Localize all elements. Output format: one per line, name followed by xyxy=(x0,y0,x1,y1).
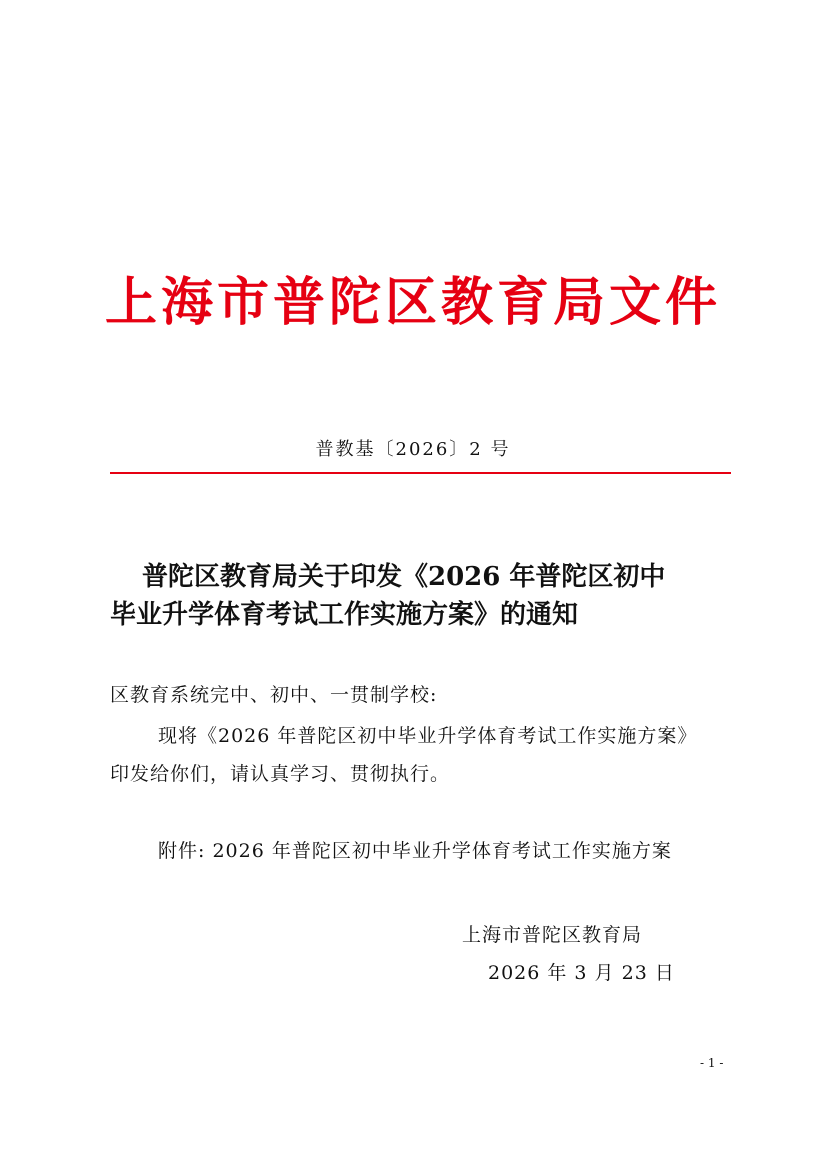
issue-date: 2026 年 3 月 23 日 xyxy=(488,962,675,984)
body-paragraph-line-2: 印发给你们，请认真学习、贯彻执行。 xyxy=(110,763,451,785)
addressee: 区教育系统完中、初中、一贯制学校: xyxy=(110,684,438,706)
issuer-signature: 上海市普陀区教育局 xyxy=(462,924,643,946)
page-number: - 1 - xyxy=(700,1056,724,1070)
notice-title-line-2: 毕业升学体育考试工作实施方案》的通知 xyxy=(110,600,579,630)
body-paragraph-line-1: 现将《2026 年普陀区初中毕业升学体育考试工作实施方案》 xyxy=(158,725,698,747)
notice-title-line-1: 普陀区教育局关于印发《2026 年普陀区初中 xyxy=(142,562,666,592)
notice-title xyxy=(110,558,732,634)
document-header-title: 上海市普陀区教育局文件 xyxy=(104,272,721,333)
document-number: 普教基〔2026〕2 号 xyxy=(315,439,511,460)
attachment-note: 附件: 2026 年普陀区初中毕业升学体育考试工作实施方案 xyxy=(158,840,672,862)
red-divider-rule xyxy=(110,472,731,474)
